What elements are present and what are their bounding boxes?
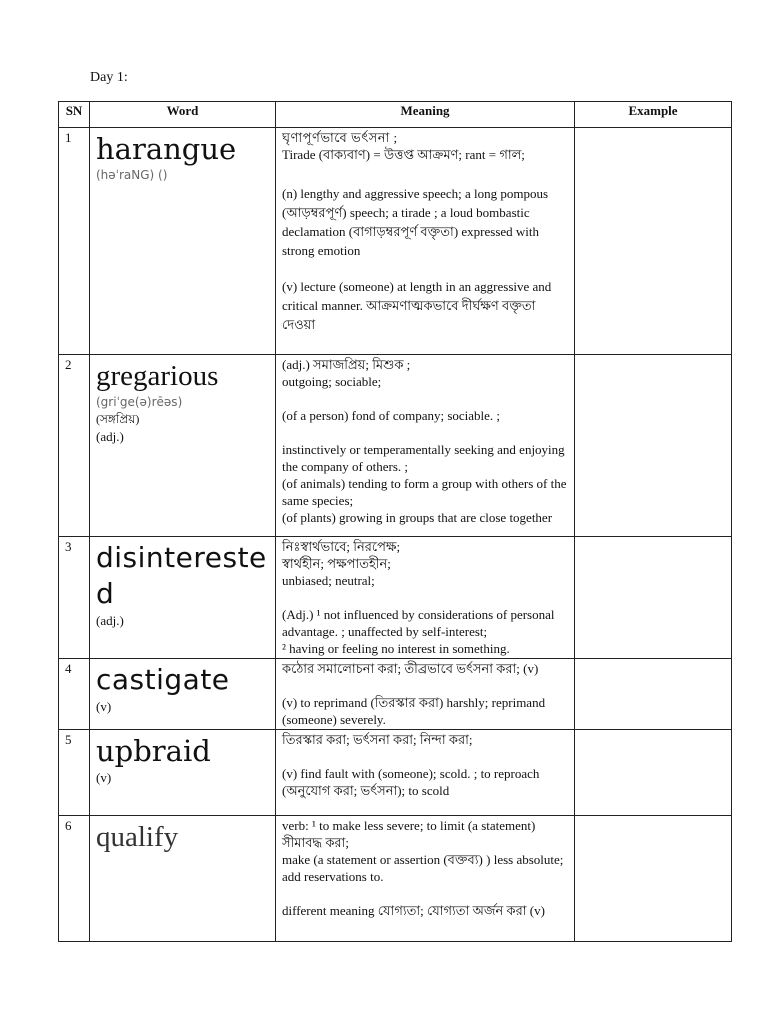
meaning-line: (v) lecture (someone) at length in an aggressive and critical manner. আক্রমণাত্মকভাবে দীর্ঘক্ষণ বক্তৃতা দেওয়া [282, 279, 552, 332]
meaning-spacer [282, 885, 568, 902]
meaning-line: (of plants) growing in groups that are close together [282, 510, 553, 525]
table-row [59, 730, 732, 816]
meaning-spacer [282, 260, 568, 277]
meaning-line: make (a statement or assertion (বক্তব্য) ) less absolute; add reservations to. [282, 852, 564, 884]
meaning-line: (n) lengthy and aggressive speech; a long pompous (আড়ম্বরপূর্ণ) speech; a tirade ; a loud bombastic declamation (বাগাড়ম্বরপূর্ণ বক্তৃতা) expressed with strong emotion [282, 186, 549, 258]
meaning-spacer [282, 163, 568, 180]
meaning-line: unbiased; neutral; [282, 573, 375, 588]
header-example: Example [575, 102, 732, 128]
meaning-line: (Adj.) ¹ not influenced by considerations of personal advantage. ; unaffected by self-interest; [282, 607, 555, 639]
meaning-spacer [282, 677, 568, 694]
table-row [59, 816, 732, 942]
meaning-line: ² having or feeling no interest in something. [282, 641, 510, 656]
example-cell [575, 730, 732, 816]
example-cell [575, 659, 732, 730]
word-cell [90, 128, 276, 355]
meaning-cell [276, 659, 575, 730]
meaning-cell [276, 816, 575, 942]
row-sn: 5 [59, 730, 90, 816]
table-row [59, 659, 732, 730]
table-header-row [59, 102, 732, 128]
word-part-of-speech: (v) [96, 699, 112, 714]
meaning-line: তিরস্কার করা; ভর্ৎসনা করা; নিন্দা করা; [282, 732, 473, 747]
word-part-of-speech: (adj.) [96, 429, 124, 444]
vocabulary-table [58, 101, 732, 942]
meaning-spacer [282, 390, 568, 407]
row-sn: 3 [59, 537, 90, 659]
word-term: upbraid [96, 734, 211, 768]
meaning-cell [276, 128, 575, 355]
meaning-line: Tirade (বাক্যবাণ) = উত্তপ্ত আক্রমণ; rant = গাল; [282, 147, 525, 162]
word-bengali-gloss: (সঙ্গপ্রিয়) [96, 412, 140, 426]
word-part-of-speech: (v) [96, 770, 112, 785]
example-cell [575, 537, 732, 659]
word-part-of-speech: (adj.) [96, 613, 124, 628]
word-term: disinterested [96, 541, 267, 610]
meaning-spacer [282, 424, 568, 441]
word-cell [90, 659, 276, 730]
row-sn: 4 [59, 659, 90, 730]
meaning-line: স্বার্থহীন; পক্ষপাতহীন; [282, 556, 391, 571]
row-sn: 2 [59, 355, 90, 537]
meaning-line: (of a person) fond of company; sociable. ; [282, 408, 501, 423]
meaning-line: ঘৃণাপূর্ণভাবে ভর্ৎসনা ; [282, 130, 398, 145]
word-cell [90, 816, 276, 942]
header-meaning: Meaning [276, 102, 575, 128]
meaning-line: কঠোর সমালোচনা করা; তীব্রভাবে ভর্ৎসনা করা; (v) [282, 661, 539, 676]
meaning-line: different meaning যোগ্যতা; যোগ্যতা অর্জন করা (v) [282, 903, 545, 918]
table-row [59, 128, 732, 355]
meaning-spacer [282, 589, 568, 606]
header-word: Word [90, 102, 276, 128]
row-sn: 6 [59, 816, 90, 942]
header-sn: SN [59, 102, 90, 128]
meaning-line: (adj.) সমাজপ্রিয়; মিশুক ; [282, 357, 411, 372]
meaning-cell [276, 730, 575, 816]
word-pronunciation: (griˈge(ə)rēəs) [96, 395, 183, 409]
word-cell [90, 730, 276, 816]
word-term: qualify [96, 821, 179, 853]
meaning-line: (of animals) tending to form a group with others of the same species; [282, 476, 567, 508]
word-term: gregarious [96, 360, 219, 392]
meaning-line: verb: ¹ to make less severe; to limit (a statement) সীমাবদ্ধ করা; [282, 818, 536, 850]
table-row [59, 537, 732, 659]
word-cell [90, 537, 276, 659]
meaning-line: outgoing; sociable; [282, 374, 382, 389]
meaning-line: instinctively or temperamentally seeking and enjoying the company of others. ; [282, 442, 565, 474]
day-heading: Day 1: [90, 70, 128, 85]
meaning-cell [276, 355, 575, 537]
example-cell [575, 355, 732, 537]
word-cell [90, 355, 276, 537]
row-sn: 1 [59, 128, 90, 355]
meaning-spacer [282, 748, 568, 765]
meaning-cell [276, 537, 575, 659]
example-cell [575, 816, 732, 942]
meaning-line: নিঃস্বার্থভাবে; নিরপেক্ষ; [282, 539, 401, 554]
example-cell [575, 128, 732, 355]
meaning-line: (v) to reprimand (তিরস্কার করা) harshly; reprimand (someone) severely. [282, 695, 546, 727]
word-pronunciation: (həˈraNG) () [96, 168, 168, 182]
meaning-line: (v) find fault with (someone); scold. ; to reproach (অনুযোগ করা; ভর্ৎসনা); to scold [282, 766, 540, 798]
table-row [59, 355, 732, 537]
word-term: castigate [96, 663, 230, 696]
word-term: harangue [96, 132, 237, 166]
